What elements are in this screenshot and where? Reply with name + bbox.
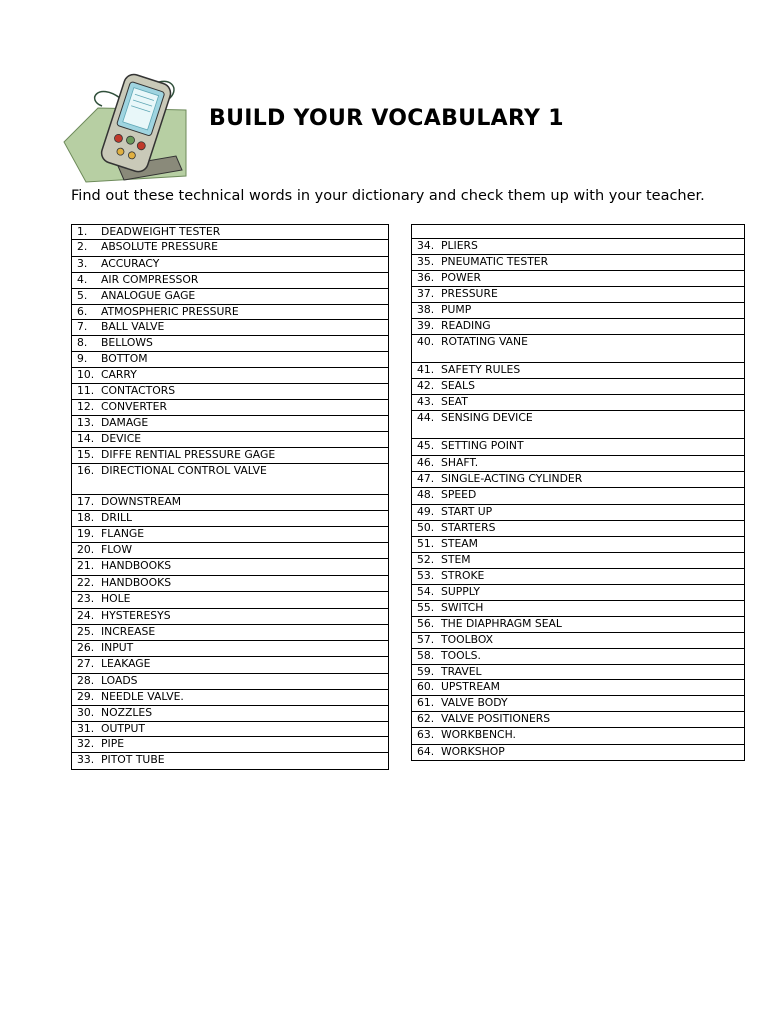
vocab-row [72,592,389,609]
vocab-number: 56. [417,617,435,630]
vocab-word: VALVE POSITIONERS [441,712,551,725]
vocab-cell [72,592,389,609]
vocab-cell [72,320,389,336]
vocab-row [412,225,745,239]
vocab-word: NOZZLES [101,706,153,719]
vocab-cell [412,601,745,617]
vocab-row [72,625,389,641]
vocab-row [412,335,745,363]
vocab-row [72,336,389,352]
vocab-cell [72,559,389,576]
vocab-row [412,745,745,761]
vocab-number: 34. [417,239,435,252]
vocab-cell [72,527,389,543]
vocab-row [412,728,745,745]
vocab-number: 9. [77,352,88,365]
vocab-number: 48. [417,488,435,501]
vocab-number: 44. [417,411,435,424]
vocab-word: OUTPUT [101,722,146,735]
vocab-cell [72,464,389,495]
vocab-word: LOADS [101,674,138,687]
vocab-number: 15. [77,448,95,461]
vocab-word: PNEUMATIC TESTER [441,255,549,268]
vocab-word: FLOW [101,543,133,556]
vocab-number: 62. [417,712,435,725]
vocab-word: HANDBOOKS [101,576,172,589]
vocab-number: 14. [77,432,95,445]
vocab-number: 36. [417,271,435,284]
vocab-word: CARRY [101,368,137,381]
vocab-row [412,439,745,456]
vocab-word: SWITCH [441,601,484,614]
vocab-row [72,737,389,753]
vocab-word: BOTTOM [101,352,148,365]
vocab-cell [412,225,745,239]
vocab-word: STARTERS [441,521,496,534]
vocab-word: POWER [441,271,482,284]
vocab-number: 59. [417,665,435,678]
vocabulary-table-left [71,224,389,770]
vocab-word: READING [441,319,491,332]
vocab-number: 46. [417,456,435,469]
vocab-word: DIFFE RENTIAL PRESSURE GAGE [101,448,276,461]
vocab-row [72,495,389,511]
vocab-word: NEEDLE VALVE. [101,690,184,703]
vocab-word: PLIERS [441,239,478,252]
vocab-cell [72,674,389,690]
vocab-word: SENSING DEVICE [441,411,533,424]
vocab-cell [72,305,389,320]
vocab-row [412,505,745,521]
vocab-number: 55. [417,601,435,614]
vocab-number: 37. [417,287,435,300]
vocab-number: 35. [417,255,435,268]
vocab-word: TOOLBOX [441,633,494,646]
vocab-cell [72,641,389,657]
vocab-number: 3. [77,257,88,270]
vocab-cell [412,271,745,287]
vocab-word: HYSTERESYS [101,609,171,622]
vocab-word: DAMAGE [101,416,149,429]
vocab-row [72,257,389,273]
vocab-row [412,680,745,696]
vocab-word: DOWNSTREAM [101,495,182,508]
vocab-number: 31. [77,722,95,735]
vocab-row [412,537,745,553]
vocab-row [72,753,389,770]
vocab-word: UPSTREAM [441,680,500,693]
vocab-word: TRAVEL [441,665,482,678]
vocab-word: AIR COMPRESSOR [101,273,199,286]
vocab-cell [412,728,745,745]
vocab-row [412,472,745,488]
vocab-word: FLANGE [101,527,145,540]
vocab-word: STEAM [441,537,478,550]
vocab-row [72,576,389,592]
vocab-number: 29. [77,690,95,703]
vocab-word: INCREASE [101,625,156,638]
vocab-word: START UP [441,505,493,518]
vocab-cell [412,411,745,439]
vocab-cell [72,511,389,527]
vocab-number: 18. [77,511,95,524]
vocab-row [412,255,745,271]
vocab-cell [412,456,745,472]
vocab-cell [412,287,745,303]
vocab-number: 51. [417,537,435,550]
vocab-row [412,712,745,728]
vocab-row [412,553,745,569]
vocab-number: 42. [417,379,435,392]
vocab-cell [412,712,745,728]
vocab-cell [72,240,389,257]
vocab-row [412,601,745,617]
vocab-cell [412,521,745,537]
vocab-cell [72,737,389,753]
vocab-word: DEVICE [101,432,142,445]
vocab-cell [72,368,389,384]
vocab-cell [412,395,745,411]
vocab-number: 50. [417,521,435,534]
vocab-row [412,271,745,287]
vocab-word: HOLE [101,592,131,605]
vocab-cell [412,505,745,521]
vocab-cell [72,257,389,273]
vocab-cell [412,488,745,505]
vocab-row [72,511,389,527]
vocab-cell [72,400,389,416]
vocab-word: ACCURACY [101,257,160,270]
vocab-row [412,287,745,303]
vocab-row [72,273,389,289]
vocab-row [412,569,745,585]
vocab-cell [72,753,389,770]
vocab-number: 5. [77,289,88,302]
vocab-number: 33. [77,753,95,766]
vocab-row [412,395,745,411]
vocab-cell [72,495,389,511]
vocab-word: SINGLE-ACTING CYLINDER [441,472,583,485]
vocab-word: WORKBENCH. [441,728,516,741]
vocab-cell [412,649,745,665]
vocab-number: 20. [77,543,95,556]
vocab-row [72,543,389,559]
vocab-word: HANDBOOKS [101,559,172,572]
vocab-number: 58. [417,649,435,662]
vocab-row [72,400,389,416]
vocab-cell [412,335,745,363]
vocab-cell [72,690,389,706]
vocab-cell [72,416,389,432]
vocab-cell [412,439,745,456]
vocab-cell [412,472,745,488]
instructions-text: Find out these technical words in your dictionary and check them up with your teacher. [71,188,705,204]
vocab-row [412,363,745,379]
vocab-number: 57. [417,633,435,646]
vocab-number: 53. [417,569,435,582]
vocab-row [412,521,745,537]
vocab-number: 32. [77,737,95,750]
vocab-cell [412,537,745,553]
vocab-number: 61. [417,696,435,709]
vocab-row [72,706,389,722]
vocab-number: 11. [77,384,95,397]
vocab-row [412,303,745,319]
vocab-row [72,416,389,432]
vocab-row [412,633,745,649]
vocab-row [72,609,389,625]
vocab-word: CONVERTER [101,400,167,413]
vocab-word: LEAKAGE [101,657,151,670]
vocab-number: 8. [77,336,88,349]
vocabulary-table-right [411,224,745,761]
vocab-word: DRILL [101,511,133,524]
vocab-cell [412,745,745,761]
vocab-word: SPEED [441,488,477,501]
vocab-word: STEM [441,553,471,566]
vocab-cell [72,336,389,352]
vocab-number: 12. [77,400,95,413]
handheld-pda-icon [58,70,198,185]
vocab-number: 24. [77,609,95,622]
vocab-cell [72,543,389,559]
vocab-word: STROKE [441,569,485,582]
vocab-word: THE DIAPHRAGM SEAL [441,617,562,630]
vocab-number: 63. [417,728,435,741]
vocab-number: 28. [77,674,95,687]
vocab-row [72,432,389,448]
vocab-number: 19. [77,527,95,540]
vocab-word: WORKSHOP [441,745,505,758]
vocab-cell [412,255,745,271]
vocab-row [72,527,389,543]
vocab-number: 2. [77,240,88,253]
vocab-word: PITOT TUBE [101,753,165,766]
vocab-number: 17. [77,495,95,508]
vocab-number: 27. [77,657,95,670]
vocab-cell [412,665,745,680]
vocab-number: 43. [417,395,435,408]
vocab-number: 25. [77,625,95,638]
vocab-number: 64. [417,745,435,758]
vocab-row [412,649,745,665]
vocab-number: 49. [417,505,435,518]
vocab-row [72,657,389,674]
vocab-cell [72,448,389,464]
vocab-row [412,665,745,680]
vocab-row [412,239,745,255]
vocab-number: 47. [417,472,435,485]
vocab-row [72,352,389,368]
vocab-cell [72,625,389,641]
vocab-number: 1. [77,225,88,238]
vocab-row [412,456,745,472]
vocab-cell [412,239,745,255]
vocab-number: 41. [417,363,435,376]
vocab-cell [412,553,745,569]
vocab-number: 54. [417,585,435,598]
vocab-row [72,368,389,384]
vocab-cell [412,617,745,633]
vocab-cell [412,379,745,395]
vocab-cell [72,432,389,448]
vocab-cell [412,303,745,319]
vocab-row [72,690,389,706]
vocab-number: 10. [77,368,95,381]
vocab-cell [412,585,745,601]
vocab-row [412,379,745,395]
vocab-cell [72,706,389,722]
vocab-number: 16. [77,464,95,477]
vocab-cell [72,722,389,737]
vocab-cell [412,680,745,696]
vocab-word: SAFETY RULES [441,363,521,376]
vocab-number: 40. [417,335,435,348]
vocab-row [72,464,389,495]
vocab-cell [72,225,389,240]
vocab-row [72,448,389,464]
vocab-cell [72,576,389,592]
vocab-word: DIRECTIONAL CONTROL VALVE [101,464,267,477]
vocab-word: INPUT [101,641,134,654]
vocab-row [412,585,745,601]
vocab-row [72,240,389,257]
vocab-word: CONTACTORS [101,384,176,397]
vocab-word: ABSOLUTE PRESSURE [101,240,218,253]
vocab-cell [72,289,389,305]
vocab-row [72,722,389,737]
vocab-number: 45. [417,439,435,452]
vocab-number: 13. [77,416,95,429]
vocab-number: 52. [417,553,435,566]
vocab-word: SEAT [441,395,468,408]
vocab-word: ANALOGUE GAGE [101,289,196,302]
vocab-number: 60. [417,680,435,693]
vocab-word: PIPE [101,737,125,750]
vocab-cell [412,696,745,712]
vocab-word: PUMP [441,303,472,316]
vocab-cell [412,319,745,335]
vocab-number: 22. [77,576,95,589]
vocab-word: SHAFT. [441,456,479,469]
vocab-number: 39. [417,319,435,332]
vocab-number: 26. [77,641,95,654]
page-title: BUILD YOUR VOCABULARY 1 [209,106,564,131]
vocab-cell [72,384,389,400]
vocab-row [72,305,389,320]
vocab-cell [412,569,745,585]
vocab-row [412,696,745,712]
vocab-word: SETTING POINT [441,439,524,452]
vocab-row [72,225,389,240]
vocab-cell [412,363,745,379]
vocab-cell [72,352,389,368]
vocab-row [72,641,389,657]
vocab-number: 7. [77,320,88,333]
vocab-word: DEADWEIGHT TESTER [101,225,221,238]
vocab-word: PRESSURE [441,287,498,300]
vocab-word: SUPPLY [441,585,480,598]
vocab-row [72,559,389,576]
vocab-row [72,674,389,690]
vocab-word: BALL VALVE [101,320,165,333]
vocab-row [412,488,745,505]
vocab-row [72,289,389,305]
vocab-number: 4. [77,273,88,286]
vocab-row [412,411,745,439]
vocab-word: ATMOSPHERIC PRESSURE [101,305,239,318]
vocab-cell [412,633,745,649]
vocab-word: TOOLS. [441,649,481,662]
vocab-row [72,384,389,400]
vocab-number: 30. [77,706,95,719]
vocab-row [412,319,745,335]
vocab-number: 6. [77,305,88,318]
vocab-cell [72,657,389,674]
vocab-cell [72,273,389,289]
vocab-row [412,617,745,633]
vocab-number: 38. [417,303,435,316]
vocab-word: BELLOWS [101,336,153,349]
vocab-word: VALVE BODY [441,696,508,709]
vocab-row [72,320,389,336]
vocab-word: SEALS [441,379,475,392]
vocab-number: 21. [77,559,95,572]
vocab-word: ROTATING VANE [441,335,528,348]
vocab-cell [72,609,389,625]
vocab-number: 23. [77,592,95,605]
